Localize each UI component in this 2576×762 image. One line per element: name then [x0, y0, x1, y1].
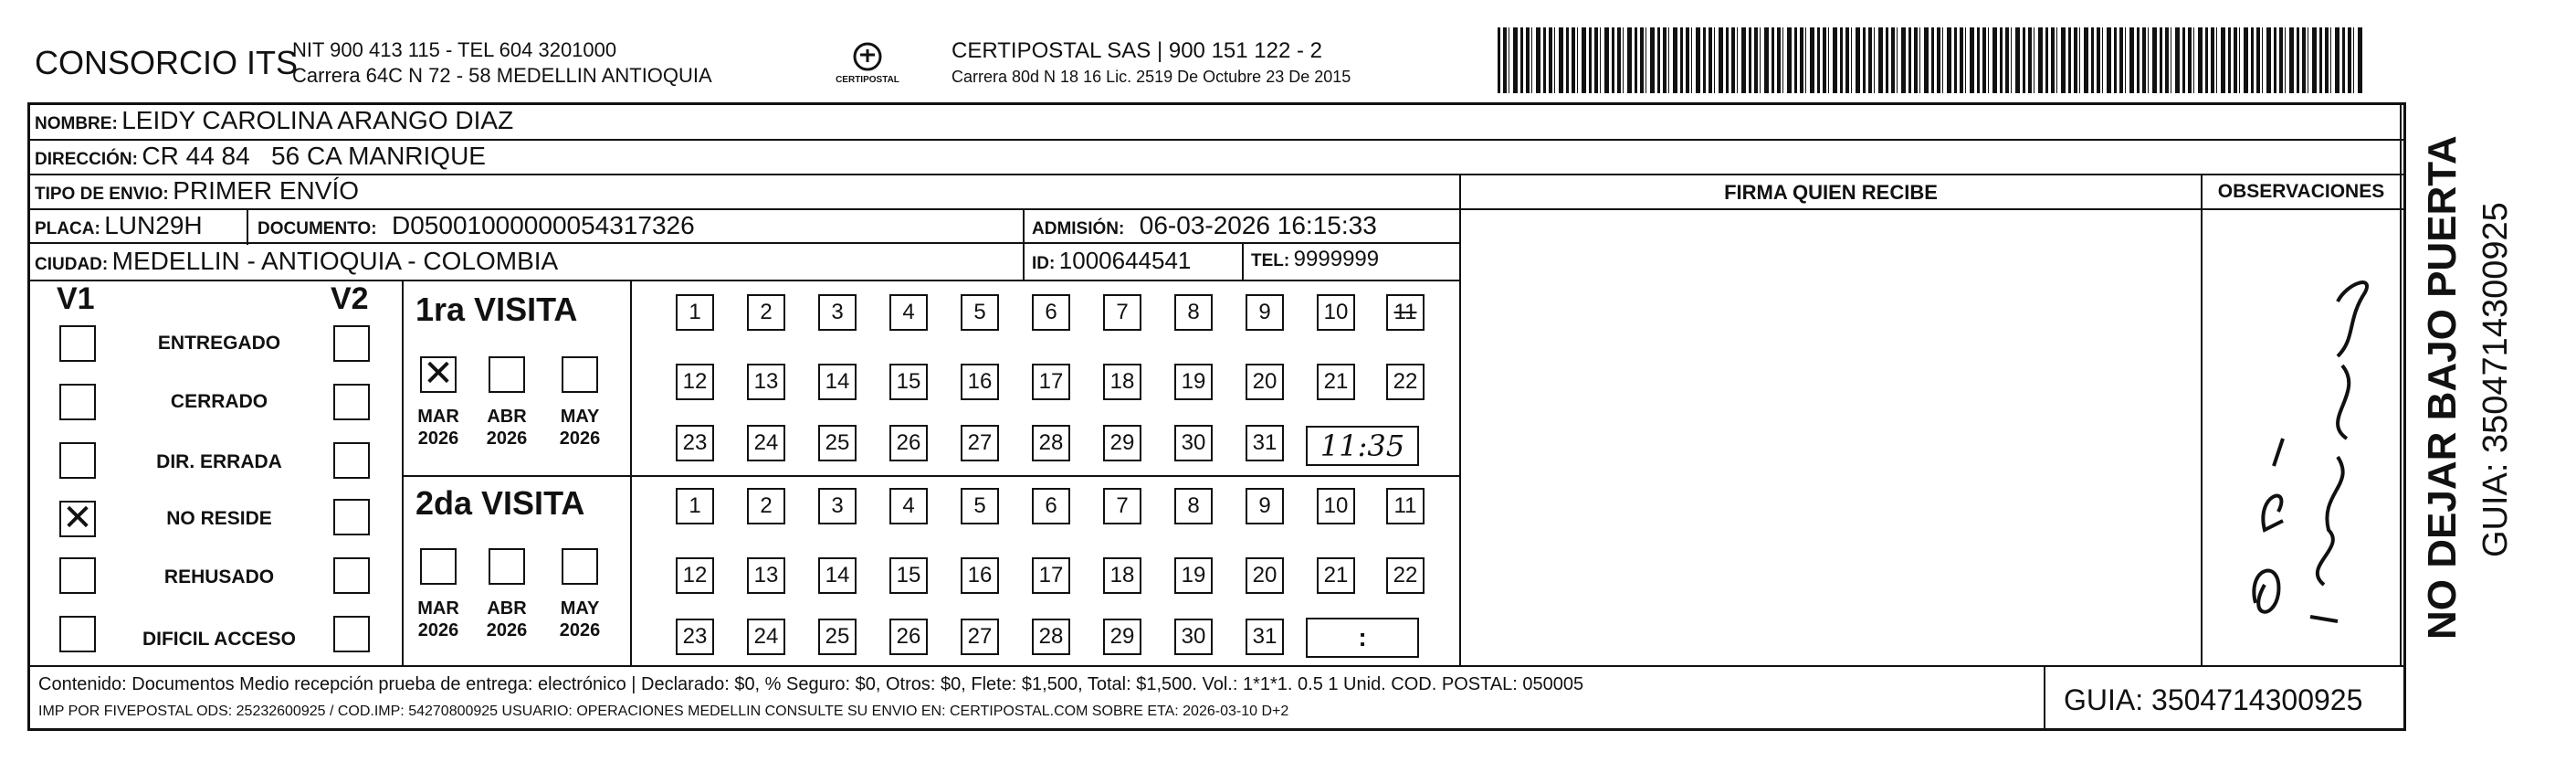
id-value: 1000644541 [1058, 247, 1192, 274]
v1-no-reside-checkbox-checked[interactable]: ✕ [59, 501, 96, 537]
day-cell[interactable]: 7 [1103, 488, 1141, 524]
direccion-row [35, 142, 486, 171]
day-cell[interactable]: 1 [676, 294, 714, 331]
company-name: CONSORCIO ITS [35, 44, 299, 81]
day-cell[interactable]: 26 [889, 425, 928, 461]
status-entregado: ENTREGADO [157, 333, 281, 354]
visit2-month-may-checkbox[interactable] [562, 548, 598, 585]
day-cell[interactable]: 2 [747, 488, 785, 524]
carrier-address: Carrera 80d N 18 16 Lic. 2519 De Octubre 23 De 2015 [952, 68, 1351, 86]
day-cell[interactable]: 29 [1103, 619, 1141, 655]
direccion-value: CR 44 84 56 CA MANRIQUE [142, 142, 486, 170]
day-cell[interactable]: 18 [1103, 364, 1141, 400]
v2-cerrado-checkbox[interactable] [333, 384, 370, 420]
footer-contenido: Contenido: Documentos Medio recepción prueba de entrega: electrónico | Declarado: $0, % Seguro: $0, Otros: $0, Flete: $1,500, Total: $1,500. Vol.: 1*1*1. 0.5 1 Unid. COD. POSTAL: 050005 [38, 674, 1584, 694]
day-cell[interactable]: 27 [961, 425, 999, 461]
day-cell[interactable]: 28 [1032, 425, 1070, 461]
admision-value: 06-03-2026 16:15:33 [1139, 211, 1377, 239]
placa-label: PLACA: [35, 219, 100, 238]
nombre-value: LEIDY CAROLINA ARANGO DIAZ [121, 106, 514, 134]
visit1-month-abr-checkbox[interactable] [489, 356, 525, 393]
day-cell[interactable]: 30 [1174, 425, 1213, 461]
day-cell[interactable]: 10 [1317, 488, 1355, 524]
v1-header: V1 [57, 281, 95, 316]
day-cell[interactable]: 14 [818, 557, 857, 594]
day-cell[interactable]: 20 [1246, 557, 1284, 594]
tipo-row [35, 176, 359, 206]
placa-value: LUN29H [104, 211, 203, 239]
visit1-abr-label: ABR 2026 [486, 407, 528, 449]
visit2-title: 2da VISITA [415, 484, 585, 522]
day-cell[interactable]: 23 [676, 425, 714, 461]
carrier-name: CERTIPOSTAL SAS | 900 151 122 - 2 [952, 38, 1322, 63]
visit2-month-abr-checkbox[interactable] [489, 548, 525, 585]
day-cell[interactable]: 25 [818, 425, 857, 461]
documento-label: DOCUMENTO: [258, 219, 377, 238]
certipostal-logo: CERTIPOSTAL [836, 38, 899, 93]
day-cell[interactable]: 6 [1032, 294, 1070, 331]
day-cell[interactable]: 18 [1103, 557, 1141, 594]
status-no-reside: NO RESIDE [166, 508, 272, 529]
day-cell-crossed[interactable]: 11 [1386, 294, 1425, 331]
day-cell[interactable]: 13 [747, 364, 785, 400]
day-cell[interactable]: 3 [818, 488, 857, 524]
nombre-row [35, 106, 513, 135]
tipo-label: TIPO DE ENVIO: [35, 185, 169, 204]
barcode [1498, 27, 2365, 93]
side-guia-number: GUIA: 3504714300925 [2476, 202, 2515, 557]
day-cell[interactable]: 26 [889, 619, 928, 655]
day-cell[interactable]: 27 [961, 619, 999, 655]
ciudad-value: MEDELLIN - ANTIOQUIA - COLOMBIA [111, 247, 559, 275]
day-cell[interactable]: 21 [1317, 364, 1355, 400]
visit1-month-may-checkbox[interactable] [562, 356, 598, 393]
status-rehusado: REHUSADO [163, 566, 275, 587]
visit2-month-mar-checkbox[interactable] [420, 548, 457, 585]
v2-rehusado-checkbox[interactable] [333, 557, 370, 594]
day-cell[interactable]: 24 [747, 619, 785, 655]
day-cell[interactable]: 31 [1246, 425, 1284, 461]
day-cell[interactable]: 19 [1174, 557, 1213, 594]
v2-entregado-checkbox[interactable] [333, 325, 370, 362]
v1-dificil-acceso-checkbox[interactable] [59, 616, 96, 652]
tel-value: 9999999 [1293, 247, 1380, 271]
admision-row [1032, 211, 1377, 240]
direccion-label: DIRECCIÓN: [35, 150, 138, 169]
visit2-mar-label: MAR 2026 [417, 598, 459, 640]
day-cell[interactable]: 4 [889, 488, 928, 524]
ciudad-row [35, 247, 558, 276]
day-cell[interactable]: 4 [889, 294, 928, 331]
v1-rehusado-checkbox[interactable] [59, 557, 96, 594]
day-cell[interactable]: 3 [818, 294, 857, 331]
visit1-month-mar-checkbox-checked[interactable]: ✕ [420, 356, 457, 393]
no-dejar-bajo-puerta-notice: NO DEJAR BAJO PUERTA [2420, 135, 2465, 640]
id-row [1032, 247, 1191, 275]
day-cell[interactable]: 9 [1246, 488, 1284, 524]
status-cerrado: CERRADO [170, 391, 268, 412]
admision-label: ADMISIÓN: [1032, 219, 1125, 238]
v1-dir-errada-checkbox[interactable] [59, 442, 96, 479]
company-nit: NIT 900 413 115 - TEL 604 3201000 [292, 38, 617, 61]
day-cell[interactable]: 17 [1032, 557, 1070, 594]
firma-header: FIRMA QUIEN RECIBE [1724, 181, 1938, 204]
status-dificil-acceso: DIFICIL ACCESO [142, 629, 296, 650]
day-cell[interactable]: 2 [747, 294, 785, 331]
company-address: Carrera 64C N 72 - 58 MEDELLIN ANTIOQUIA [292, 64, 712, 87]
day-cell[interactable]: 24 [747, 425, 785, 461]
visit1-mar-label: MAR 2026 [417, 407, 459, 449]
observaciones-header: OBSERVACIONES [2217, 181, 2385, 202]
day-cell[interactable]: 25 [818, 619, 857, 655]
day-cell[interactable]: 21 [1317, 557, 1355, 594]
day-cell[interactable]: 8 [1174, 488, 1213, 524]
visit2-time-box[interactable]: : [1306, 618, 1419, 658]
day-cell[interactable]: 12 [676, 364, 714, 400]
placa-row [35, 211, 203, 240]
ciudad-label: CIUDAD: [35, 255, 109, 274]
day-cell[interactable]: 13 [747, 557, 785, 594]
day-cell[interactable]: 8 [1174, 294, 1213, 331]
day-cell[interactable]: 28 [1032, 619, 1070, 655]
status-dir-errada: DIR. ERRADA [156, 451, 282, 472]
day-cell[interactable]: 1 [676, 488, 714, 524]
day-cell[interactable]: 7 [1103, 294, 1141, 331]
day-cell[interactable]: 14 [818, 364, 857, 400]
day-cell[interactable]: 16 [961, 557, 999, 594]
footer-guia-number: GUIA: 3504714300925 [2064, 683, 2363, 716]
documento-value: D05001000000054317326 [392, 211, 695, 239]
day-cell[interactable]: 29 [1103, 425, 1141, 461]
visit1-time-box[interactable]: 11:35 [1306, 426, 1419, 466]
day-cell[interactable]: 5 [961, 488, 999, 524]
day-cell[interactable]: 31 [1246, 619, 1284, 655]
day-cell[interactable]: 10 [1317, 294, 1355, 331]
id-label: ID: [1032, 254, 1056, 273]
visit1-title: 1ra VISITA [415, 291, 578, 328]
tel-label: TEL: [1251, 251, 1290, 270]
day-cell[interactable]: 22 [1386, 557, 1425, 594]
day-cell[interactable]: 15 [889, 557, 928, 594]
day-cell[interactable]: 30 [1174, 619, 1213, 655]
v1-cerrado-checkbox[interactable] [59, 384, 96, 420]
day-cell[interactable]: 20 [1246, 364, 1284, 400]
footer-imp: IMP POR FIVEPOSTAL ODS: 25232600925 / COD.IMP: 54270800925 USUARIO: OPERACIONES MEDELLIN CONSULTE SU ENVIO EN: CERTIPOSTAL.COM SOBRE ETA: 2026-03-10 D+2 [38, 704, 1289, 719]
day-cell[interactable]: 15 [889, 364, 928, 400]
day-cell[interactable]: 11 [1386, 488, 1425, 524]
day-cell[interactable]: 23 [676, 619, 714, 655]
day-cell[interactable]: 5 [961, 294, 999, 331]
v2-no-reside-checkbox[interactable] [333, 499, 370, 535]
nombre-label: NOMBRE: [35, 114, 118, 133]
v2-dir-errada-checkbox[interactable] [333, 442, 370, 479]
day-cell[interactable]: 12 [676, 557, 714, 594]
day-cell[interactable]: 6 [1032, 488, 1070, 524]
tel-row [1251, 247, 1379, 272]
v2-header: V2 [331, 281, 369, 316]
v2-dificil-acceso-checkbox[interactable] [333, 616, 370, 652]
handwritten-signature [2228, 256, 2392, 640]
documento-row [258, 211, 695, 240]
tipo-value: PRIMER ENVÍO [173, 176, 360, 205]
day-cell[interactable]: 19 [1174, 364, 1213, 400]
day-cell[interactable]: 9 [1246, 294, 1284, 331]
v1-entregado-checkbox[interactable] [59, 325, 96, 362]
day-cell[interactable]: 16 [961, 364, 999, 400]
visit2-may-label: MAY 2026 [559, 598, 601, 640]
visit1-may-label: MAY 2026 [559, 407, 601, 449]
day-cell[interactable]: 22 [1386, 364, 1425, 400]
visit2-abr-label: ABR 2026 [486, 598, 528, 640]
day-cell[interactable]: 17 [1032, 364, 1070, 400]
